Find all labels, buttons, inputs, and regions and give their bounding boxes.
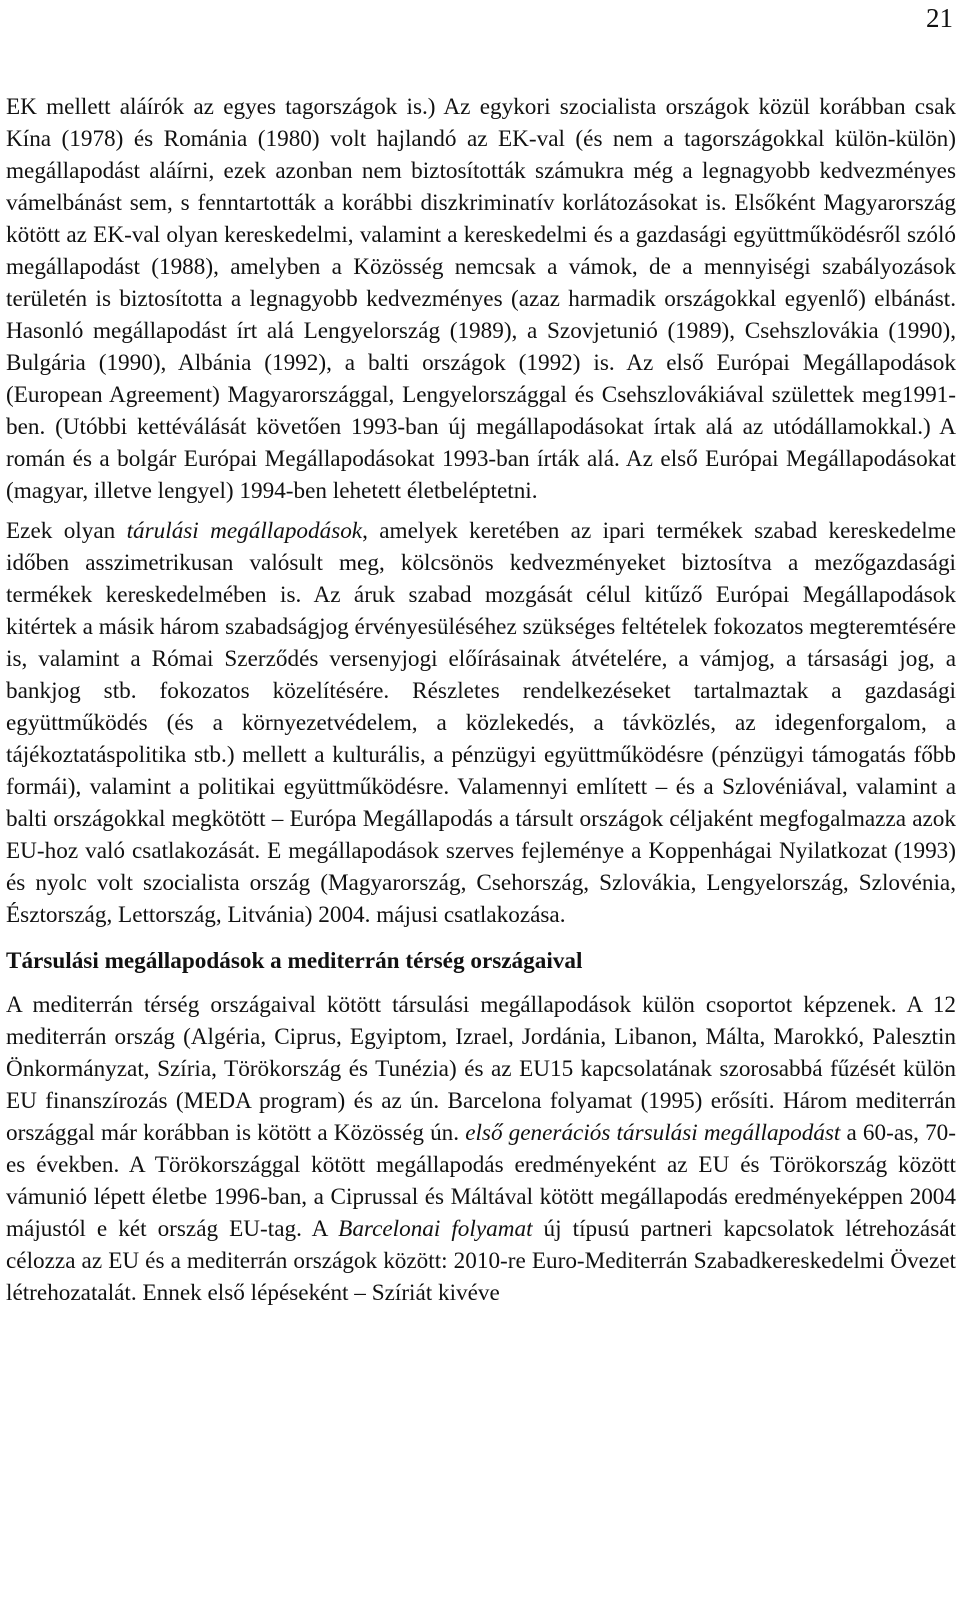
paragraph-eu-agreements-history: EK mellett aláírók az egyes tagországok is.) Az egykori szocialista országok közül korábban csak Kína (1978) és Románia (1980) volt hajlandó az EK-val (és nem a tagországokkal külön-külön) megállapodást aláírni, ezek azonban nem biztosították számukra még a legnagyobb kedvezményes vámelbánást sem, s fenntartották a korábbi diszkriminatív korlátozásokat is. Elsőként Magyarország kötött az EK-val olyan kereskedelmi, valamint a kereskedelmi és a gazdasági együttműködésről szóló megállapodást (1988), amelyben a Közösség nemcsak a vámok, de a mennyiségi szabályozások területén is biztosította a legnagyobb kedvezményes (azaz harmadik országokkal egyenlő) elbánást. Hasonló megállapodást írt alá Lengyelország (1989), a Szovjetunió (1989), Csehszlovákia (1990), Bulgária (1990), Albánia (1992), a balti országok (1992) is. Az első Európai Megállapodások (European Agreement) Magyarországgal, Lengyelországgal és Csehszlovákiával születtek meg1991-ben. (Utóbbi kettéválását követően 1993-ban új megállapodásokat írtak alá az utódállamokkal.) A román és a bolgár Európai Megállapodásokat 1993-ban írták alá. Az első Európai Megállapodásokat (magyar, illetve lengyel) 1994-ben lehetett életbeléptetni. (6, 94, 956, 504)
paragraph-text: új típusú partneri kapcsolatok létrehozását célozza az EU és a mediterrán országok között: 2010-re Euro-Mediterrán Szabadkereskedelmi Övezet létrehozatalát. Ennek első lépéseként – Szíriát kivéve (6, 1216, 956, 1306)
paragraph-text: Ezek olyan (6, 518, 127, 544)
section-heading: Társulási megállapodások a mediterrán térség országaival (6, 948, 583, 974)
paragraph-text: , amelyek keretében az ipari termékek szabad kereskedelme időben asszimetrikusan valósult meg, kölcsönös kedvezményeket biztosítva a mezőgazdasági termékek kereskedelmében is. Az áruk szabad mozgását célul kitűző Európai Megállapodások kitértek a másik három szabadságjog érvényesüléséhez szükséges feltételek fokozatos megteremtésére is, valamint a Római Szerződés versenyjogi előírásainak átvételére, a vámjog, a társasági jog, a bankjog stb. fokozatos közelítésére. Részletes rendelkezéseket tartalmaztak a gazdasági együttműködés (és a környezetvédelem, a közlekedés, a távközlés, az idegenforgalom, a tájékoztatáspolitika stb.) mellett a kulturális, a pénzügyi együttműködésre (pénzügyi támogatás főbb formái), valamint a politikai együttműködésre. Valamennyi említett – és a Szlovéniával, valamint a balti országokkal megkötött – Európa Megállapodás a társult országok céljaként megfogalmazza azok EU-hoz való csatlakozását. E megállapodások szerves fejleménye a Koppenhágai Nyilatkozat (1993) és nyolc volt szocialista ország (Magyarország, Csehország, Szlovákia, Lengyelország, Szlovénia, Észtország, Lettország, Litvánia) 2004. májusi csatlakozása. (6, 518, 956, 928)
document-body (6, 91, 956, 1309)
italic-term: első generációs társulási megállapodást (465, 1120, 841, 1146)
paragraph-text: A mediterrán térség országaival kötött társulási megállapodások külön csoportot képzenek. A 12 mediterrán ország (Algéria, Ciprus, Egyiptom, Izrael, Jordánia, Libanon, Málta, Marokkó, Palesztin Önkormányzat, Szíria, Törökország és Tunézia) és az EU15 kapcsolatának szorosabbá fűzését külön EU finanszírozás (MEDA program) és az ún. Barcelona folyamat (1995) erősíti. Három mediterrán országgal már korábban is kötött a Közösség ún. (6, 992, 956, 1146)
page-number: 21 (926, 3, 953, 33)
paragraph-mediterranean (6, 989, 956, 1309)
paragraph-text: a 60-as, 70-es években. A Törökországgal kötött megállapodás eredményeként az EU és Törökország között vámunió lépett életbe 1996-ban, a Ciprussal és Máltával kötött megállapodás eredményeképpen 2004 májustól e két ország EU-tag. A (6, 1120, 956, 1242)
paragraph-association-agreements (6, 515, 956, 931)
italic-term: tárulási megállapodások (126, 518, 363, 544)
italic-term: Barcelonai folyamat (338, 1216, 533, 1242)
